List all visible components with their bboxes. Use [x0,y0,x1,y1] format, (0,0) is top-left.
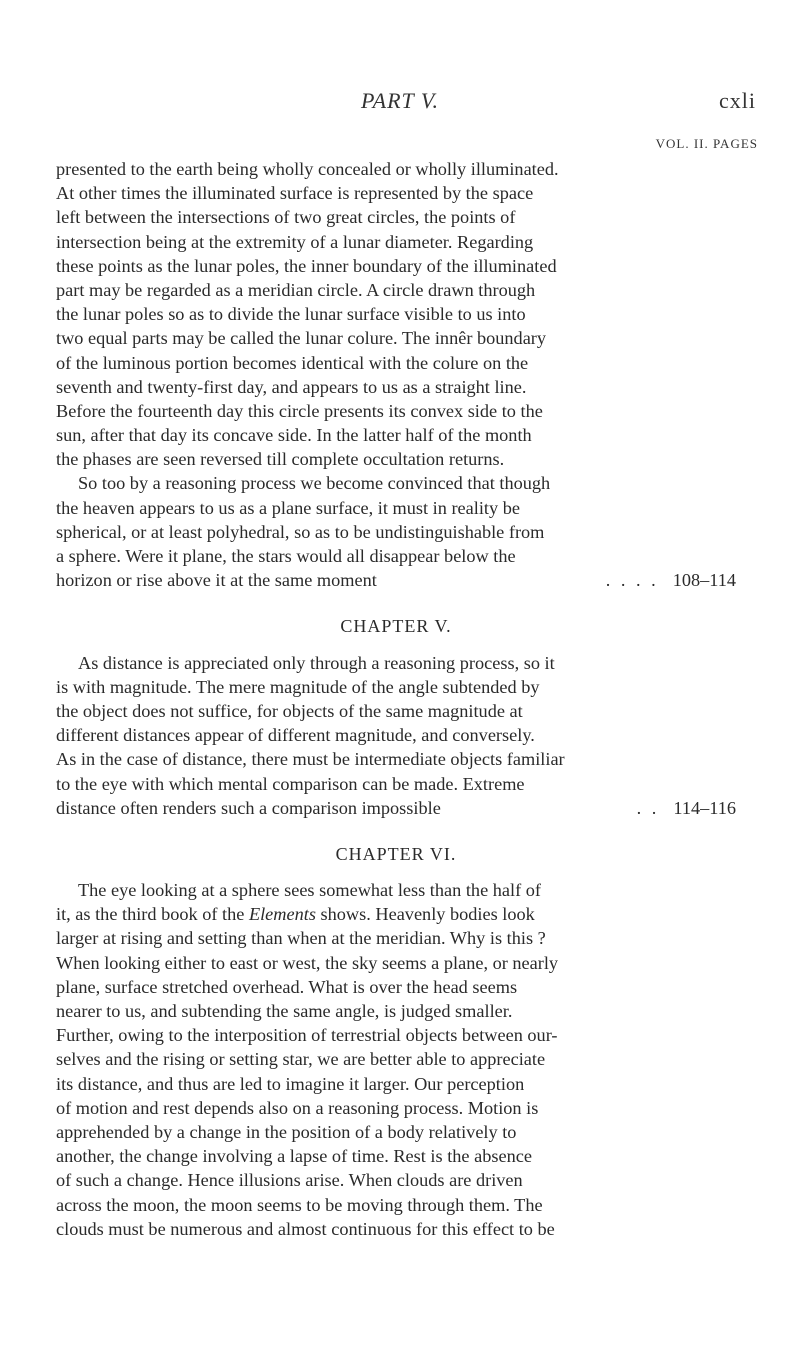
page-reference: 108–114 [672,570,736,591]
text-line: to the eye with which mental comparison can be made. Extreme [56,773,525,794]
text-line: The eye looking at a sphere sees somewhat less than the half of [78,880,541,901]
text-line: of such a change. Hence illusions arise. When clouds are driven [56,1170,523,1191]
chapter-5 [56,614,736,820]
text-line: presented to the earth being wholly concealed or wholly illuminated. [56,159,559,179]
text-span: it, as the third book of the [56,904,249,925]
chapter-heading: CHAPTER VI. [335,843,457,864]
text-line: two equal parts may be called the lunar colure. The innêr boundary [56,328,547,349]
text-line: is with magnitude. The mere magnitude of the angle subtended by [56,676,540,697]
text-line: selves and the rising or setting star, we are better able to appreciate [56,1049,546,1070]
page-reference: 114–116 [673,797,736,818]
text-line: seventh and twenty-first day, and appears to us as a straight line. [56,376,527,397]
text-line: So too by a reasoning process we become convinced that though [78,473,551,494]
text-line: the heaven appears to us as a plane surface, it must in reality be [56,497,520,518]
volume-pages-label: VOL. II. PAGES [655,136,758,151]
text-line: apprehended by a change in the position of a body relatively to [56,1121,517,1142]
running-title: PART V. [361,88,439,113]
text-line: When looking either to east or west, the sky seems a plane, or nearly [56,952,559,973]
text-line: sun, after that day its concave side. In the latter half of the month [56,425,532,446]
chapter-6 [56,842,736,1241]
section-1 [56,157,736,592]
text-line: At other times the illuminated surface is represented by the space [56,183,534,204]
text-line: clouds must be numerous and almost continuous for this effect to be [56,1218,555,1239]
text-line: As in the case of distance, there must be intermediate objects familiar [56,749,565,770]
text-line: different distances appear of different magnitude, and conversely. [56,725,535,746]
text-line: intersection being at the extremity of a lunar diameter. Regarding [56,231,534,252]
text-line: another, the change involving a lapse of time. Rest is the absence [56,1146,532,1167]
text-line: spherical, or at least polyhedral, so as to be undistinguishable from [56,521,545,542]
text-line-with-page-ref [56,796,736,820]
leader-dots: . . [636,797,660,818]
text-line: nearer to us, and subtending the same angle, is judged smaller. [56,1001,513,1021]
text-line: As distance is appreciated only through a reasoning process, so it [78,652,555,673]
text-line: Further, owing to the interposition of terrestrial objects between our- [56,1025,558,1046]
body-text [56,157,736,1241]
text-line-with-page-ref [56,568,736,592]
text-line: larger at rising and setting than when at the meridian. Why is this ? [56,928,546,949]
book-title: Elements [248,904,316,925]
text-line: the object does not suffice, for objects of the same magnitude at [56,700,523,721]
text-line: the phases are seen reversed till complete occultation returns. [56,449,505,470]
page-number: cxli [719,88,756,113]
text-line: Before the fourteenth day this circle presents its convex side to the [56,400,543,421]
text-line: plane, surface stretched overhead. What is over the head seems [56,976,518,997]
chapter-heading: CHAPTER V. [340,616,452,637]
leader-dots: . . . . [605,570,659,591]
text-line: left between the intersections of two great circles, the points of [56,207,516,228]
text-line: these points as the lunar poles, the inner boundary of the illuminated [56,255,557,276]
text-line: part may be regarded as a meridian circle. A circle drawn through [56,279,536,300]
text-line: of motion and rest depends also on a reasoning process. Motion is [56,1097,539,1118]
text-line: across the moon, the moon seems to be moving through them. The [56,1194,543,1215]
text-line: horizon or rise above it at the same moment [56,570,377,591]
text-line: of the luminous portion becomes identical with the colure on the [56,352,529,373]
text-line: the lunar poles so as to divide the lunar surface visible to us into [56,304,526,325]
text-line: a sphere. Were it plane, the stars would all disappear below the [56,546,516,566]
text-line: its distance, and thus are led to imagine it larger. Our perception [56,1073,525,1094]
text-line-with-italic [56,902,736,926]
text-span: shows. Heavenly bodies look [315,904,535,925]
text-line: distance often renders such a comparison impossible [56,797,441,818]
